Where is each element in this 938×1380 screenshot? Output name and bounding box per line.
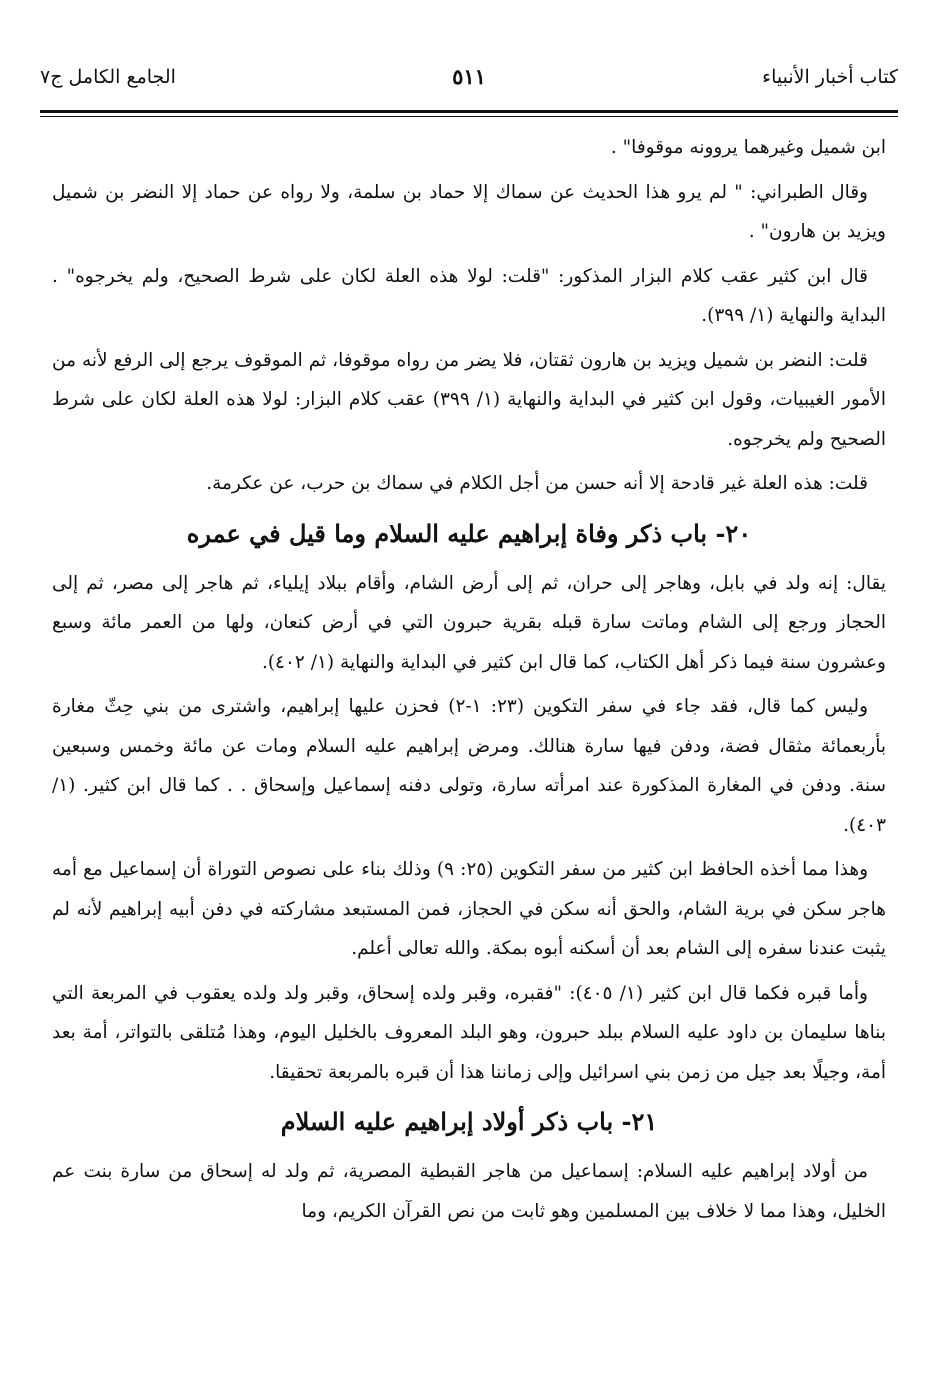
page-number: ٥١١ (452, 64, 486, 89)
paragraph: وأما قبره فكما قال ابن كثير (١/ ٤٠٥): "فقبره، وقبر ولده إسحاق، وقبر ولد ولده يعقوب في المربعة التي بناها سليمان بن داود عليه السلام ببلد حبرون، وهو البلد المعروف بالخليل اليوم، وهذا مُتلقى بالتواتر، أمة بعد أمة، وجيلًا بعد جيل من زمن بني اسرائيل وإلى زماننا هذا أن قبره بالمربعة تحقيقا. (52, 982, 886, 1083)
header-rule-thin (40, 116, 898, 117)
header-rule-thick (40, 110, 898, 113)
paragraph: قلت: النضر بن شميل ويزيد بن هارون ثقتان، فلا يضر من رواه موقوفا، ثم الموقوف يرجع إلى الرفع لأنه من الأمور الغيبيات، وقول ابن كثير في البداية والنهاية (١/ ٣٩٩) عقب كلام البزار: لولا هذه العلة لكان على شرط الصحيح ولم يخرجوه. (52, 349, 886, 450)
page-body (52, 128, 886, 1236)
paragraph: وقال الطبراني: " لم يرو هذا الحديث عن سماك إلا حماد بن سلمة، ولا رواه عن حماد إلا النضر بن شميل ويزيد بن هارون" . (52, 181, 886, 242)
paragraph: يقال: إنه ولد في بابل، وهاجر إلى حران، ثم إلى أرض الشام، وأقام ببلاد إيلياء، ثم هاجر إلى مصر، ثم إلى الحجاز ورجع إلى الشام وماتت سارة قبله بقرية حبرون التي في أرض كنعان، ولها من العمر مائة وسبع وعشرون سنة فيما ذكر أهل الكتاب، كما قال ابن كثير في البداية والنهاية (١/ ٤٠٢). (52, 572, 886, 673)
running-header (40, 58, 898, 102)
section-heading-20: ٢٠- باب ذكر وفاة إبراهيم عليه السلام وما قيل في عمره (186, 518, 752, 548)
paragraph: ابن شميل وغيرهما يروونه موقوفا" . (610, 137, 886, 158)
paragraph: قال ابن كثير عقب كلام البزار المذكور: "قلت: لولا هذه العلة لكان على شرط الصحيح، ولم يخرجوه" . البداية والنهاية (١/ ٣٩٩). (52, 265, 886, 326)
section-heading-21: ٢١- باب ذكر أولاد إبراهيم عليه السلام (280, 1107, 658, 1136)
book-title: كتاب أخبار الأنبياء (762, 66, 898, 88)
paragraph: قلت: هذه العلة غير قادحة إلا أنه حسن من أجل الكلام في سماك بن حرب، عن عكرمة. (206, 473, 868, 494)
paragraph: وليس كما قال، فقد جاء في سفر التكوين (٢٣: ١-٢) فحزن عليها إبراهيم، واشترى من بني حِثّ مغارة بأربعمائة مثقال فضة، ودفن فيها سارة هنالك. ومرض إبراهيم عليه السلام ومات عن مائة وخمس وسبعين سنة. ودفن في المغارة المذكورة عند امرأته سارة، وتولى دفنه إسماعيل وإسحاق . . كما قال ابن كثير. (١/ ٤٠٣). (52, 696, 886, 836)
paragraph: من أولاد إبراهيم عليه السلام: إسماعيل من هاجر القبطية المصرية، ثم ولد له إسحاق من سارة بنت عم الخليل، وهذا مما لا خلاف بين المسلمين وهو ثابت من نص القرآن الكريم، وما (52, 1161, 886, 1222)
volume-title: الجامع الكامل ج٧ (40, 66, 176, 88)
paragraph: وهذا مما أخذه الحافظ ابن كثير من سفر التكوين (٢٥: ٩) وذلك بناء على نصوص التوراة أن إسماعيل مع أمه هاجر سكن في برية الشام، والحق أنه سكن في الحجاز، فمن المستبعد مشاركته في دفن أبيه إبراهيم لأنه لم يثبت عندنا سفره إلى الشام بعد أن أسكنه أبوه بمكة. والله تعالى أعلم. (52, 859, 886, 959)
